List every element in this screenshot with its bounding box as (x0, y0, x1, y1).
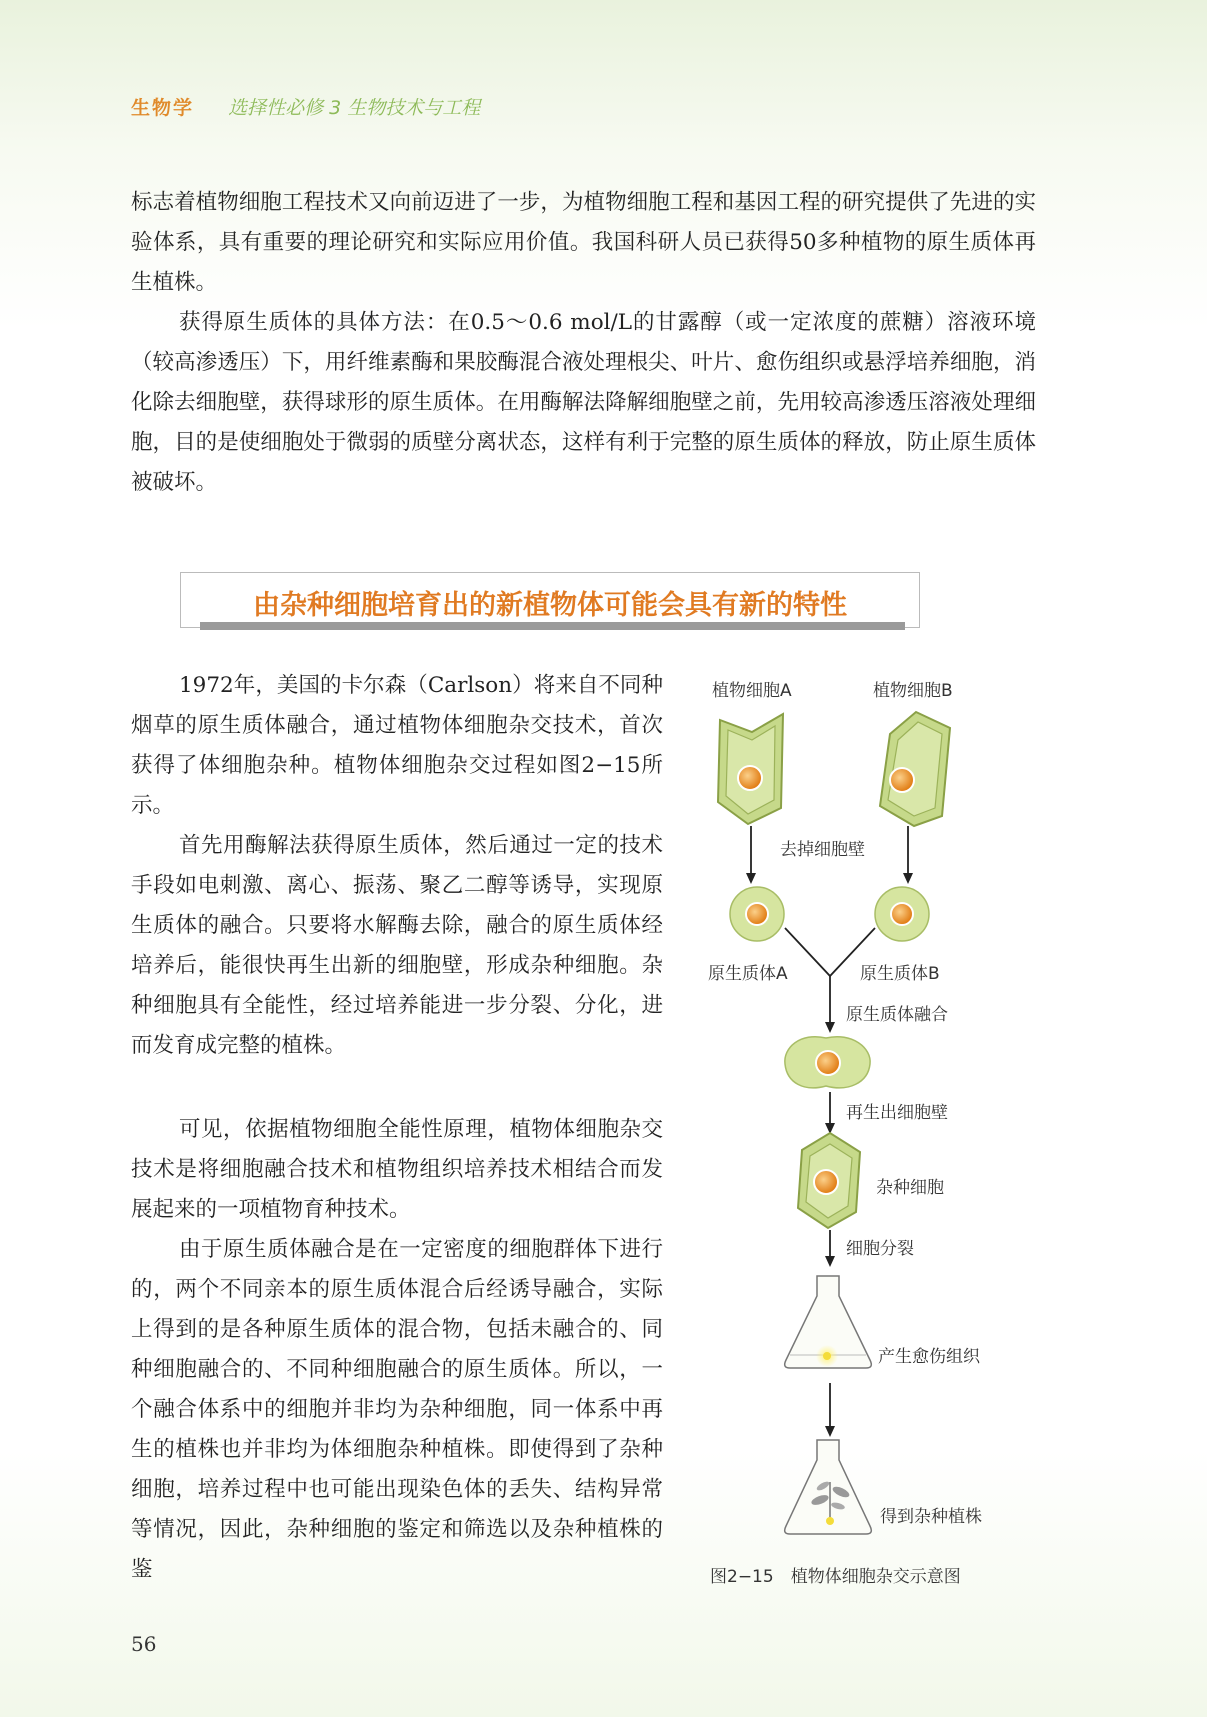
protoplast-b (875, 887, 929, 941)
label-cell-b: 植物细胞B (873, 681, 953, 701)
label-remove-wall: 去掉细胞壁 (780, 840, 865, 860)
figure-caption: 图2−15 植物体细胞杂交示意图 (710, 1567, 961, 1587)
section-title: 由杂种细胞培育出的新植物体可能会具有新的特性 (253, 590, 847, 621)
paragraph-col-1: 1972年，美国的卡尔森（Carlson）将来自不同种烟草的原生质体融合，通过植物体细胞杂交技术，首次获得了体细胞杂种。植物体细胞杂交过程如图2−15所示。 (131, 673, 663, 818)
nucleus-b (890, 768, 914, 792)
paragraph-col-3: 可见，依据植物细胞全能性原理，植物体细胞杂交技术是将细胞融合技术和植物组织培养技术相结合而发展起来的一项植物育种技术。 (131, 1117, 663, 1222)
nucleus-a (738, 766, 762, 790)
header-subject: 生物学 (131, 97, 195, 119)
paragraph-top-2: 获得原生质体的具体方法：在0.5～0.6 mol/L的甘露醇（或一定浓度的蔗糖）溶液环境（较高渗透压）下，用纤维素酶和果胶酶混合液处理根尖、叶片、愈伤组织或悬浮培养细胞，消化除去细胞壁，获得球形的原生质体。在用酶解法降解细胞壁之前，先用较高渗透压溶液处理细胞，目的是使细胞处于微弱的质壁分离状态，这样有利于完整的原生质体的释放，防止原生质体被破坏。 (131, 310, 1036, 495)
hybridization-diagram (680, 660, 1020, 1610)
paragraph-top-1: 标志着植物细胞工程技术又向前迈进了一步，为植物细胞工程和基因工程的研究提供了先进的实验体系，具有重要的理论研究和实际应用价值。我国科研人员已获得50多种植物的原生质体再生植株。 (131, 190, 1036, 295)
label-callus: 产生愈伤组织 (878, 1347, 980, 1367)
section-heading-box (180, 572, 920, 628)
label-protoplast-b: 原生质体B (860, 964, 940, 984)
running-header (131, 93, 480, 120)
label-hybrid-cell: 杂种细胞 (876, 1178, 944, 1198)
protoplast-a (730, 887, 784, 941)
label-division: 细胞分裂 (846, 1239, 914, 1259)
plant-cell-b (880, 712, 950, 826)
flask-callus (785, 1276, 872, 1368)
page-number: 56 (131, 1632, 157, 1656)
flask-plant (785, 1440, 872, 1534)
section-heading-underline (200, 622, 905, 630)
hybrid-cell (798, 1133, 860, 1228)
fused-protoplast (785, 1037, 870, 1088)
label-regen-wall: 再生出细胞壁 (846, 1103, 948, 1123)
label-plant: 得到杂种植株 (880, 1507, 982, 1527)
paragraph-col-4: 由于原生质体融合是在一定密度的细胞群体下进行的，两个不同亲本的原生质体混合后经诱导融合，实际上得到的是各种原生质体的混合物，包括未融合的、同种细胞融合的、不同种细胞融合的原生质体。所以，一个融合体系中的细胞并非均为杂种细胞，同一体系中再生的植株也并非均为体细胞杂种植株。即使得到了杂种细胞，培养过程中也可能出现染色体的丢失、结构异常等情况，因此，杂种细胞的鉴定和筛选以及杂种植株的鉴 (131, 1237, 663, 1582)
label-fusion: 原生质体融合 (846, 1005, 948, 1025)
paragraph-col-2: 首先用酶解法获得原生质体，然后通过一定的技术手段如电刺激、离心、振荡、聚乙二醇等诱导，实现原生质体的融合。只要将水解酶去除，融合的原生质体经培养后，能很快再生出新的细胞壁，形成杂种细胞。杂种细胞具有全能性，经过培养能进一步分裂、分化，进而发育成完整的植株。 (131, 833, 663, 1058)
header-course: 选择性必修 3 生物技术与工程 (228, 97, 481, 119)
label-cell-a: 植物细胞A (712, 681, 792, 701)
label-protoplast-a: 原生质体A (708, 964, 788, 984)
plant-cell-a (718, 714, 783, 824)
